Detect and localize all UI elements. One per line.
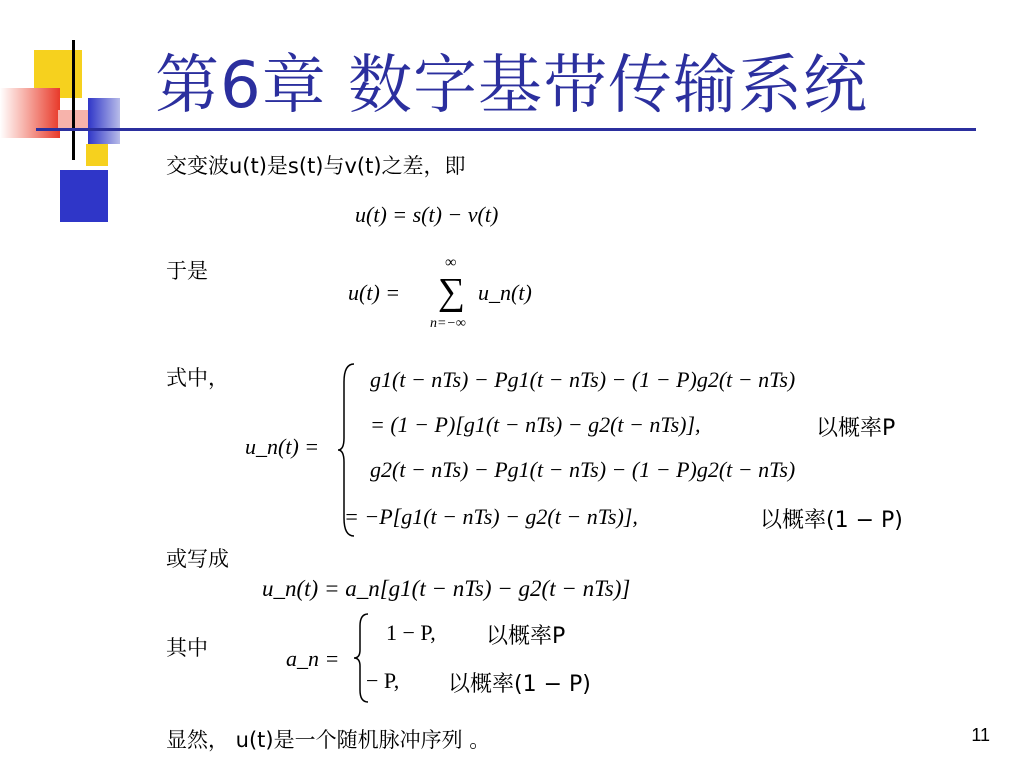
page-title: 第6章 数字基带传输系统	[155, 49, 869, 123]
equation-un-lhs: u_n(t) =	[245, 434, 320, 459]
title-divider	[36, 128, 976, 131]
deco-blue-small	[88, 98, 120, 144]
an-case2-probability: 以概率(1 − P)	[448, 672, 591, 697]
label-qizhong: 其中	[166, 636, 208, 660]
label-shizhong: 式中，	[166, 366, 229, 390]
an-case1-probability: 以概率P	[486, 624, 566, 649]
conclusion-text: 显然， u(t)是一个随机脉冲序列 。	[166, 728, 491, 752]
label-yushi: 于是	[166, 259, 208, 283]
case2-line1: g2(t − nTs) − Pg1(t − nTs) − (1 − P)g2(t − nTs)	[370, 457, 796, 482]
deco-yellow-small	[86, 144, 108, 166]
an-case1-value: 1 − P,	[386, 620, 436, 645]
deco-blue-square	[60, 170, 108, 222]
page-number: 11	[971, 725, 990, 745]
label-huoxiecheng: 或写成	[166, 547, 229, 571]
case2-probability: 以概率(1 − P)	[760, 508, 903, 533]
sum-upper-limit: ∞	[445, 254, 457, 271]
sum-lower-limit: n=−∞	[430, 316, 466, 331]
equation-u-s-v: u(t) = s(t) − v(t)	[355, 202, 499, 227]
case1-line2: = (1 − P)[g1(t − nTs) − g2(t − nTs)],	[370, 412, 701, 437]
case2-line2: = −P[g1(t − nTs) − g2(t − nTs)],	[344, 504, 638, 529]
equation-sum-lhs: u(t) =	[348, 280, 401, 305]
intro-text: 交变波u(t)是s(t)与v(t)之差，即	[166, 154, 466, 178]
an-case2-value: − P,	[366, 668, 400, 693]
case1-line1: g1(t − nTs) − Pg1(t − nTs) − (1 − P)g2(t − nTs)	[370, 367, 796, 392]
deco-vertical-line	[72, 40, 75, 160]
case1-probability: 以概率P	[816, 416, 896, 441]
sum-symbol: ∑	[438, 271, 466, 313]
equation-un-an: u_n(t) = a_n[g1(t − nTs) − g2(t − nTs)]	[262, 576, 631, 601]
equation-an-lhs: a_n =	[286, 646, 340, 671]
equation-sum-rhs: u_n(t)	[478, 280, 532, 305]
